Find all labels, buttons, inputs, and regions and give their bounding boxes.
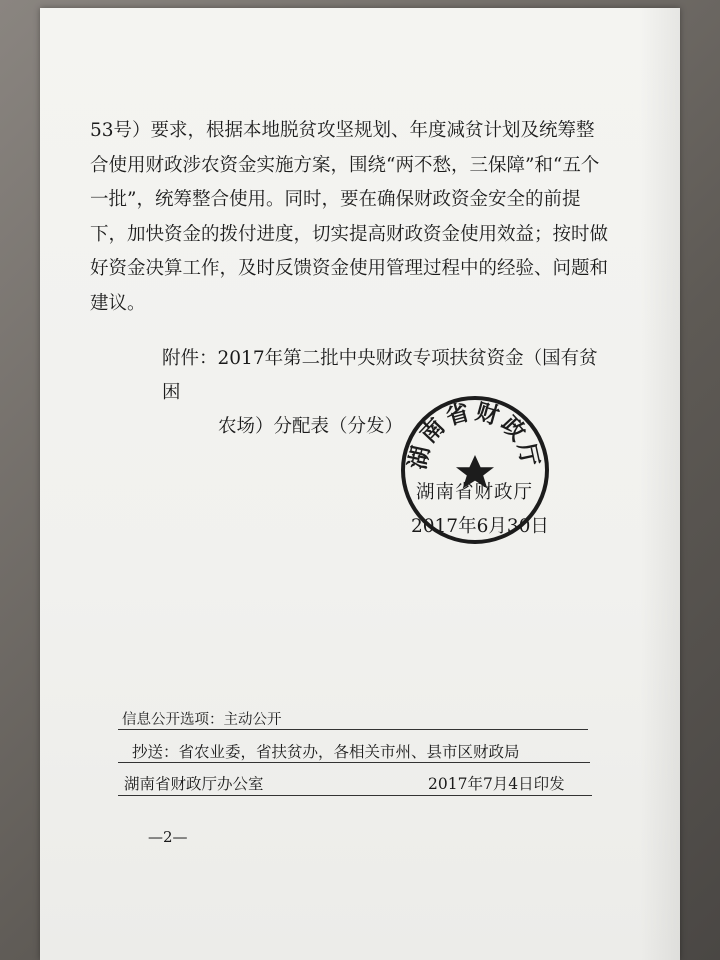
signing-date: 2017年6月30日	[411, 516, 549, 537]
page-number: —2—	[148, 828, 188, 846]
disclosure-option: 信息公开选项：主动公开	[122, 712, 282, 728]
body-paragraph: 53号）要求，根据本地脱贫攻坚规划、年度减贫计划及统筹整合使用财政涉农资金实施方案，围绕“两不愁，三保障”和“五个一批”，统筹整合使用。同时，要在确保财政资金安全的前提下，加快资金的拨付进度，切实提高财政资金使用效益；按时做好资金决算工作，及时反馈资金使用管理过程中的经验、问题和建议。	[90, 120, 609, 314]
attachment-label: 附件：	[162, 348, 218, 369]
page-shadow	[640, 8, 680, 960]
footer-rule-bottom	[118, 795, 592, 796]
cc-recipients: 抄送：省农业委，省扶贫办，各相关市州、县市区财政局	[132, 743, 520, 761]
footer-rule-top	[118, 729, 588, 730]
attachment-title-part-1: 2017年第二批中央财政专项扶贫资金（国有贫困	[162, 348, 598, 403]
signing-organization: 湖南省财政厅	[416, 482, 534, 503]
seal-text: 湖南省财政厅	[404, 398, 544, 472]
issuing-office: 湖南省财政厅办公室	[124, 775, 264, 793]
footer-rule-middle	[118, 762, 590, 763]
attachment-title-part-2: 农场）分配表（分发）	[218, 416, 404, 437]
issue-date: 2017年7月4日印发	[428, 775, 565, 793]
